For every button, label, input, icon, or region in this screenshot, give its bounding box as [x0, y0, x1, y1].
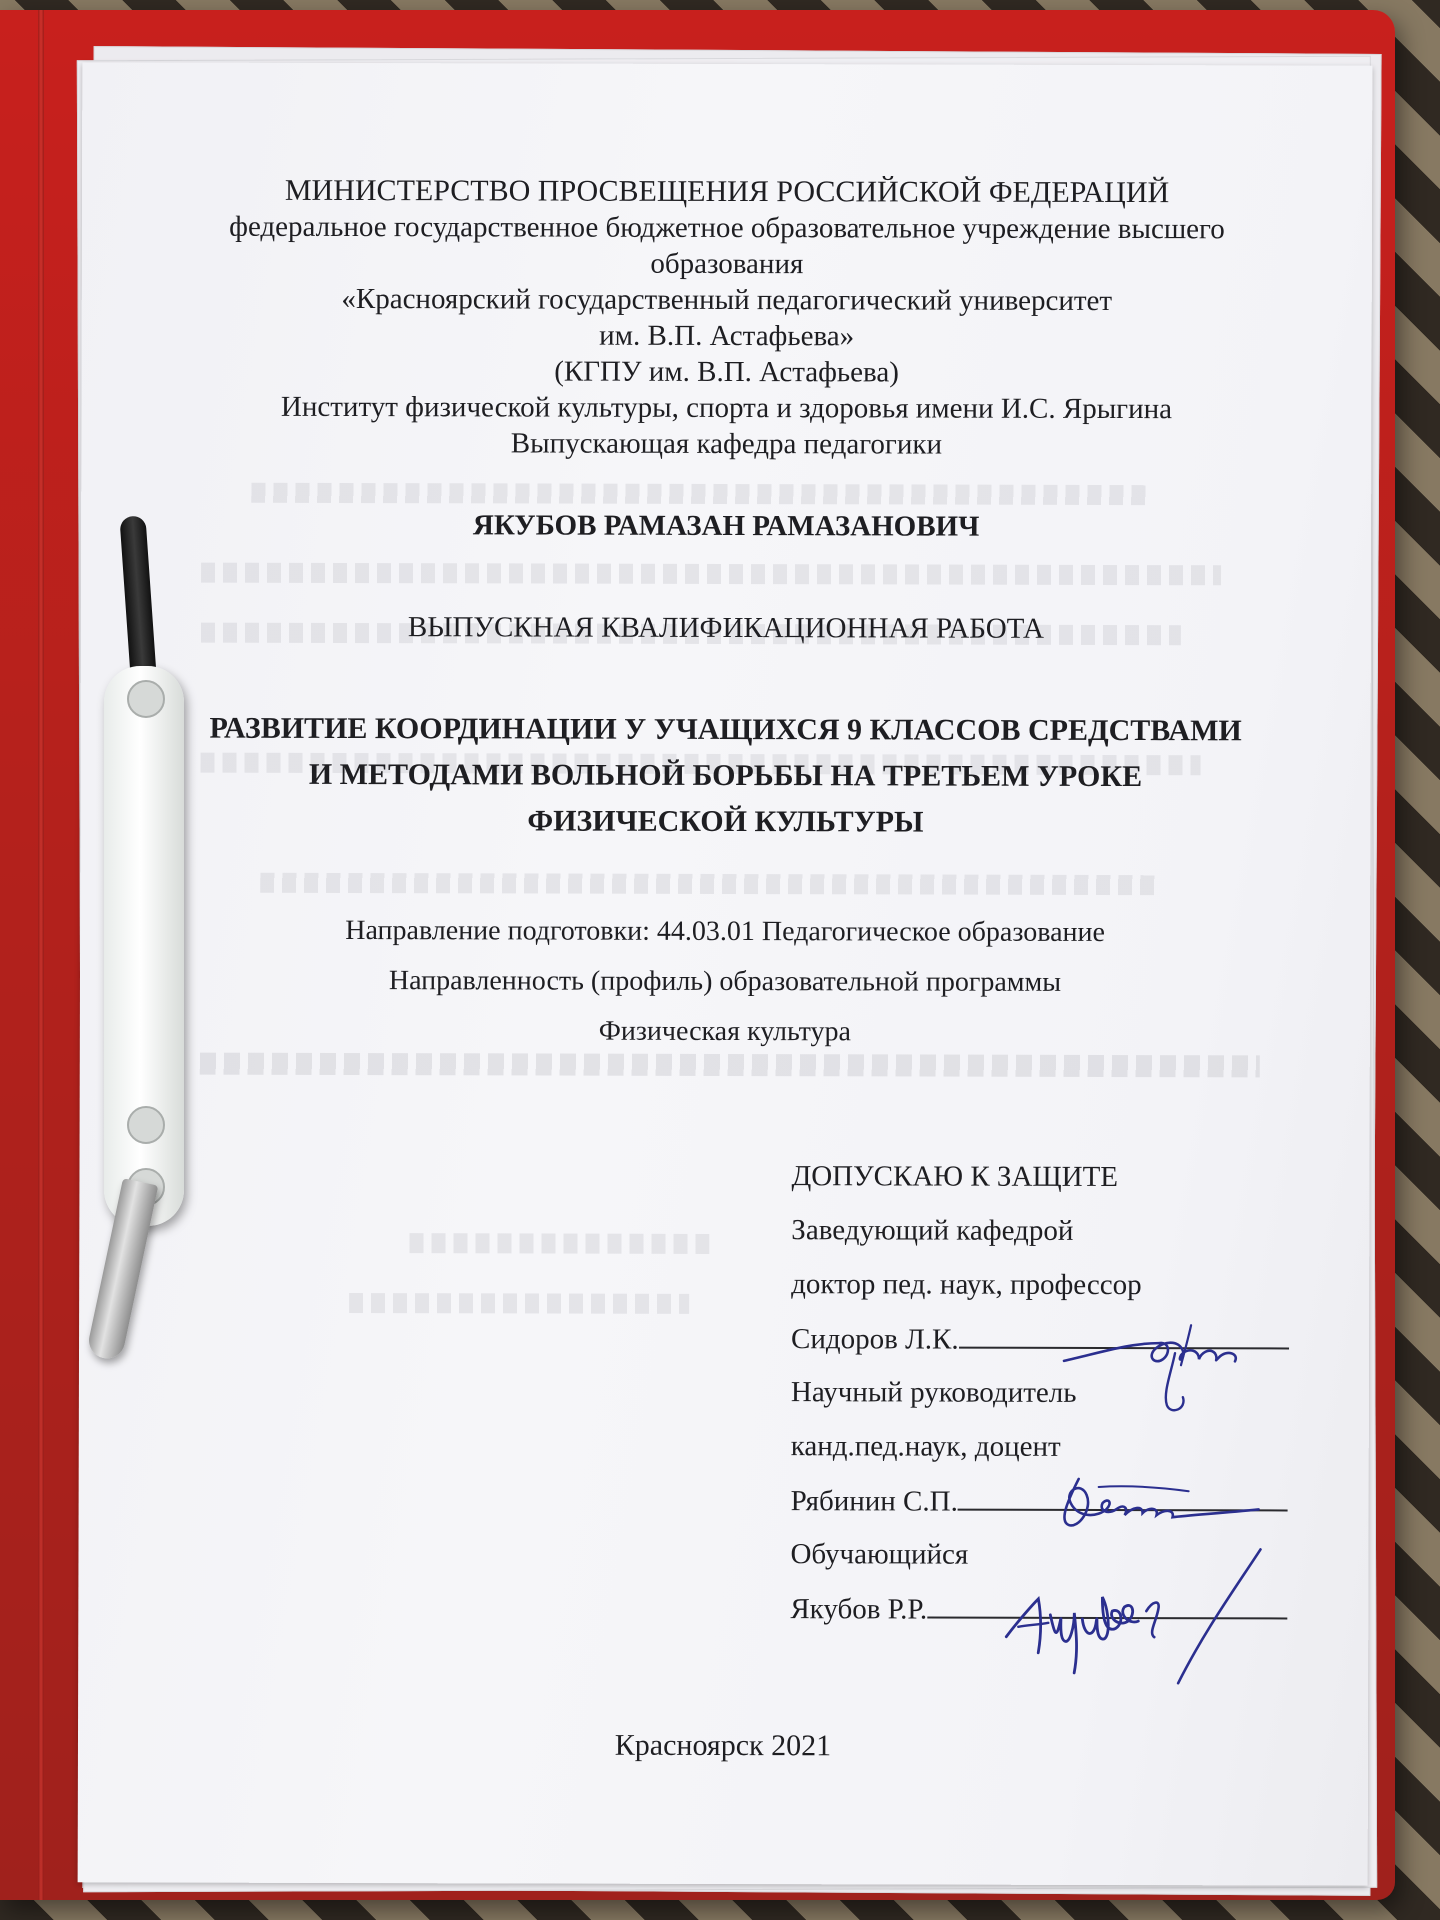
training-direction: Направление подготовки: 44.03.01 Педагогическое образование: [345, 915, 1105, 948]
author-name: ЯКУБОВ РАМАЗАН РАМАЗАНОВИЧ: [472, 509, 980, 543]
institution-type-line1: федеральное государственное бюджетное образовательное учреждение высшего: [229, 210, 1225, 246]
institute-name: Институт физической культуры, спорта и здоровья имени И.С. Ярыгина: [280, 390, 1173, 426]
head-of-department-role: Заведующий кафедрой: [791, 1214, 1074, 1247]
student-signature-row: [790, 1590, 1287, 1628]
fastener-hole: [127, 680, 165, 718]
title-page: [78, 62, 1373, 1885]
student-role: Обучающийся: [790, 1538, 969, 1571]
bleed-through-text: [349, 1293, 689, 1314]
supervisor-name: Рябинин С.П.: [790, 1485, 958, 1518]
supervisor-signature-row: [791, 1482, 1288, 1520]
approval-heading: ДОПУСКАЮ К ЗАЩИТЕ: [791, 1160, 1119, 1194]
bleed-through-text: [260, 873, 1160, 895]
city-and-year: Красноярск 2021: [614, 1728, 832, 1763]
thesis-title-line2: И МЕТОДАМИ ВОЛЬНОЙ БОРЬБЫ НА ТРЕТЬЕМ УРОКЕ: [308, 757, 1143, 794]
signature-line: [927, 1591, 1287, 1620]
thesis-title-line1: РАЗВИТИЕ КООРДИНАЦИИ У УЧАЩИХСЯ 9 КЛАССОВ СРЕДСТВАМИ: [209, 711, 1242, 748]
head-of-department-degree: доктор пед. наук, профессор: [791, 1268, 1142, 1302]
folder-spine: [38, 10, 44, 1900]
program-profile-value: Физическая культура: [598, 1015, 851, 1048]
university-name-line1: «Красноярский государственный педагогический университет: [341, 282, 1113, 318]
institution-type-line2: образования: [650, 247, 804, 281]
bleed-through-text: [251, 483, 1151, 505]
program-profile-label: Направленность (профиль) образовательной программы: [388, 965, 1062, 998]
thesis-title-line3: ФИЗИЧЕСКОЙ КУЛЬТУРЫ: [527, 804, 924, 839]
supervisor-role: Научный руководитель: [790, 1376, 1077, 1409]
supervisor-degree: канд.пед.наук, доцент: [790, 1430, 1061, 1463]
university-abbreviation: (КГПУ им. В.П. Астафьева): [554, 355, 899, 389]
department-name: Выпускающая кафедра педагогики: [510, 427, 943, 461]
student-name: Якубов Р.Р.: [790, 1593, 928, 1626]
bleed-through-text: [409, 1233, 709, 1254]
head-of-department-signature-row: [791, 1320, 1289, 1358]
bleed-through-text: [200, 1053, 1260, 1078]
bleed-through-text: [201, 563, 1221, 586]
work-type: ВЫПУСКНАЯ КВАЛИФИКАЦИОННАЯ РАБОТА: [407, 611, 1044, 645]
ministry-name: МИНИСТЕРСТВО ПРОСВЕЩЕНИЯ РОССИЙСКОЙ ФЕДЕРАЦИЙ: [284, 173, 1170, 210]
signature-line: [958, 1483, 1288, 1512]
head-of-department-name: Сидоров Л.К.: [791, 1323, 959, 1356]
signature-line: [959, 1321, 1289, 1350]
fastener-hole: [127, 1106, 165, 1144]
university-name-line2: им. В.П. Астафьева»: [599, 319, 855, 353]
